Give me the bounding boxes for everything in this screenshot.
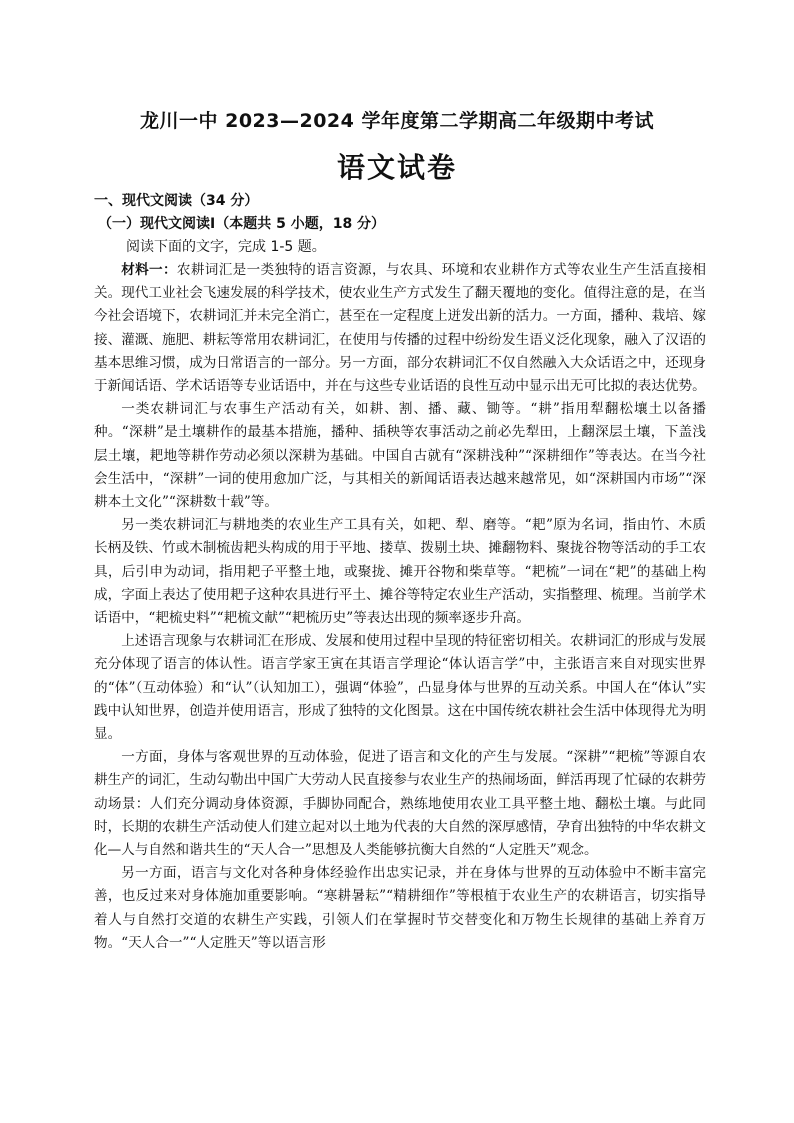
material-paragraph-1 <box>94 259 706 398</box>
material-paragraph-3: 另一类农耕词汇与耕地类的农业生产工具有关，如耙、犁、磨等。“耙”原为名词，指由竹、木质长柄及铁、竹或木制梳齿耙头构成的用于平地、搂草、拨剔土块、摊翻物料、聚拢谷物等活动的手工农具，后引申为动词，指用耙子平整土地，或聚拢、摊开谷物和柴草等。“耙梳”一词在“耙”的基础上构成，字面上表达了使用耙子这种农具进行平土、摊谷等特定农业生产活动，实指整理、梳理。当前学术话语中，“耙梳史料”“耙梳文献”“耙梳历史”等表达出现的频率逐步升高。 <box>94 517 706 627</box>
material-paragraph-6: 另一方面，语言与文化对各种身体经验作出忠实记录，并在身体与世界的互动体验中不断丰富完善，也反过来对身体施加重要影响。“寒耕暑耘”“精耕细作”等根植于农业生产的农耕语言，切实指导着人与自然打交道的农耕生产实践，引领人们在掌握时节交替变化和万物生长规律的基础上养育万物。“天人合一”“人定胜天”等以语言形 <box>94 865 706 951</box>
subject-title: 语文试卷 <box>336 151 457 184</box>
material-paragraph-4: 上述语言现象与农耕词汇在形成、发展和使用过程中呈现的特征密切相关。农耕词汇的形成与发展充分体现了语言的体认性。语言学家王寅在其语言学理论“体认语言学”中，主张语言来自对现实世界的“体”（互动体验）和“认”（认知加工），强调“体验”，凸显身体与世界的互动关系。中国人在“体认”实践中认知世界，创造并使用语言，形成了独特的文化图景。这在中国传统农耕社会生活中体现得尤为明显。 <box>94 633 706 743</box>
material-one-text <box>94 259 706 955</box>
exam-title: 龙川一中 2023—2024 学年度第二学期高二年级期中考试 <box>140 110 654 132</box>
subsection-heading: （一）现代文阅读Ⅰ（本题共 5 小题，18 分） <box>98 216 386 232</box>
reading-instruction: 阅读下面的文字，完成 1-5 题。 <box>126 239 326 255</box>
section-heading: 一、现代文阅读（34 分） <box>94 193 259 209</box>
material-paragraph-2: 一类农耕词汇与农事生产活动有关，如耕、割、播、藏、锄等。“耕”指用犁翻松壤土以备播种。“深耕”是土壤耕作的最基本措施，播种、插秧等农事活动之前必先犁田，上翻深层土壤，下盖浅层土壤，耙地等耕作劳动必须以深耕为基础。中国自古就有“深耕浅种”“深耕细作”等表达。在当今社会生活中，“深耕”一词的使用愈加广泛，与其相关的新闻话语表达越来越常见，如“深耕国内市场”“深耕本土文化”“深耕数十载”等。 <box>94 401 706 511</box>
material-paragraph-5: 一方面，身体与客观世界的互动体验，促进了语言和文化的产生与发展。“深耕”“耙梳”等源自农耕生产的词汇，生动勾勒出中国广大劳动人民直接参与农业生产的热闹场面，鲜活再现了忙碌的农耕劳动场景：人们充分调动身体资源，手脚协同配合，熟练地使用农业工具平整土地、翻松土壤。与此同时，长期的农耕生产活动使人们建立起对以土地为代表的大自然的深厚感情，孕育出独特的中华农耕文化—人与自然和谐共生的“天人合一”思想及人类能够抗衡大自然的“人定胜天”观念。 <box>94 749 706 859</box>
material-label: 材料一： <box>121 262 177 278</box>
paragraph-text: 农耕词汇是一类独特的语言资源，与农具、环境和农业耕作方式等农业生产生活直接相关。现代工业社会飞速发展的科学技术，使农业生产方式发生了翻天覆地的变化。值得注意的是，在当今社会语境下，农耕词汇并未完全消亡，甚至在一定程度上迸发出新的活力。一方面，播种、栽培、嫁接、灌溉、施肥、耕耘等常用农耕词汇，在使用与传播的过程中纷纷发生语义泛化现象，融入了汉语的基本思维习惯，成为日常语言的一部分。另一方面，部分农耕词汇不仅自然融入大众话语之中，还现身于新闻话语、学术话语等专业话语中，并在与这些专业话语的良性互动中显示出无可比拟的表达优势。 <box>94 262 707 395</box>
